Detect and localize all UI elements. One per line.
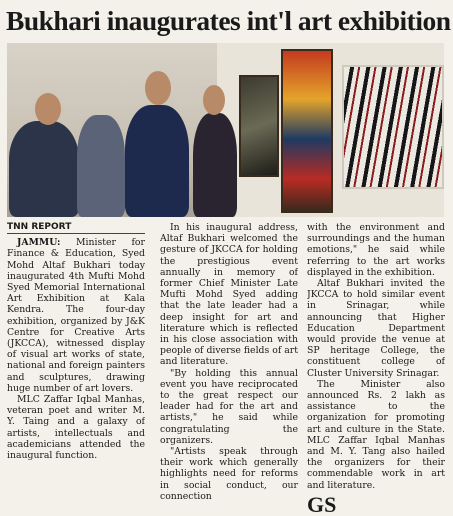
news-photo [7,43,444,217]
article-column-2 [160,222,298,506]
byline: TNN REPORT [7,222,145,234]
next-headline-fragment: GS [307,494,337,516]
man-in-suit [9,121,79,217]
paragraph: Altaf Bukhari invited the JKCCA to hold similar event in Srinagar, while announcing that Higher Education Department would provide the venue at SP heritage College, the constituent college of Cluster University Srinagar. [307,278,445,379]
woman-in-saree [193,113,237,217]
dateline: JAMMU: [17,237,61,249]
head [145,71,171,105]
paragraph-text: Minister for Finance & Education, Syed Mohd Altaf Bukhari today inaugurated 4th Mufti Mohd Syed Memorial International Art Exhibition at Kala Kendra. The four-day exhibition, organized by J&K Centre for Creative Arts (JKCCA), witnessed display of visual art works of state, national and foreign painters and sculptures, drawing huge number of art lovers. [7,237,145,394]
crowd [77,115,125,217]
paragraph: In his inaugural address, Altaf Bukhari welcomed the gesture of JKCCA for holding the prestigious event annually in memory of former Chief Minister Late Mufti Mohd Syed adding that the late leader had a deep insight for art and literature which is reflected in his close association with people of diverse fields of art and literature. [160,222,298,368]
painting-figures [342,65,444,189]
paragraph: with the environment and surroundings and the human emotions," he said while referring to the art works displayed in the exhibition. [307,222,445,278]
paragraph: "By holding this annual event you have reciprocated to the great respect our leader had for the art and artists," he said while congratulating the organizers. [160,367,298,446]
painting-colorful [281,49,333,213]
head [35,93,61,125]
article-column-1 [7,222,145,506]
man-in-blue [125,105,189,217]
painting-dark [239,75,279,177]
paragraph: MLC Zaffar Iqbal Manhas, veteran poet and writer M. Y. Taing and a galaxy of artists, intellectuals and academicians attended the inaugural function. [7,394,145,462]
paragraph: "Artists speak through their work which generally highlights need for reforms in social conduct, our connection [160,446,298,502]
head [203,85,225,115]
article-column-3 [307,222,445,492]
paragraph: The Minister also announced Rs. 2 lakh as assistance to the organization for promoting art and culture in the State. MLC Zaffar Iqbal Manhas and M. Y. Tang also hailed the organizers for their commendable work in art and literature. [307,378,445,491]
paragraph [7,237,145,394]
headline: Bukhari inaugurates int'l art exhibition [6,5,451,36]
